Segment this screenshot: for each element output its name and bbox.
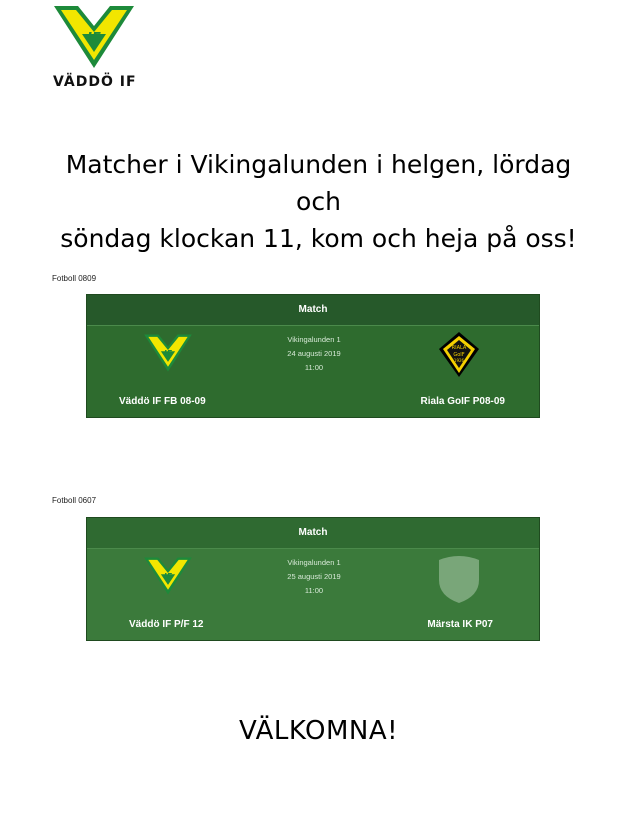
svg-text:IF: IF: [87, 31, 101, 46]
welcome-text: VÄLKOMNA!: [238, 716, 399, 746]
match-info: [257, 333, 371, 375]
match-time: 11:00: [304, 363, 324, 372]
match-date: 24 augusti 2019: [287, 349, 341, 358]
match-card-0809[interactable]: [86, 294, 540, 418]
match-info: [257, 556, 371, 598]
away-team-name: Märsta IK P07: [427, 619, 493, 630]
away-team-logo: [437, 331, 481, 379]
headline-line-2: söndag klockan 11, kom och heja på oss!: [60, 224, 577, 253]
section-label-0607: Fotboll 0607: [52, 496, 97, 505]
match-time: 11:00: [304, 586, 324, 595]
headline-line-1: Matcher i Vikingalunden i helgen, lördag och: [65, 150, 572, 216]
vaddo-if-logo: [52, 4, 136, 70]
match-venue: Vikingalunden 1: [287, 335, 341, 344]
svg-text:GoIF: GoIF: [453, 352, 465, 358]
svg-text:IF: IF: [163, 348, 173, 358]
home-team-name: Väddö IF P/F 12: [129, 619, 204, 630]
match-venue: Vikingalunden 1: [287, 558, 341, 567]
riala-logo-text: RIALA: [451, 345, 467, 351]
match-card-header: Match: [87, 518, 539, 549]
match-card-header: Match: [87, 295, 539, 326]
home-team-logo: [143, 333, 193, 373]
match-date: 25 augusti 2019: [287, 572, 341, 581]
home-team-logo: [143, 556, 193, 596]
club-name: VÄDDÖ IF: [53, 74, 137, 90]
svg-text:1926: 1926: [453, 358, 465, 363]
headline: [40, 146, 597, 257]
svg-text:IF: IF: [163, 571, 173, 581]
section-label-0809: Fotboll 0809: [52, 274, 97, 283]
away-team-name: Riala GoIF P08-09: [420, 396, 505, 407]
match-card-0607[interactable]: [86, 517, 540, 641]
placeholder-shield-icon: [437, 552, 481, 604]
home-team-name: Väddö IF FB 08-09: [119, 396, 206, 407]
